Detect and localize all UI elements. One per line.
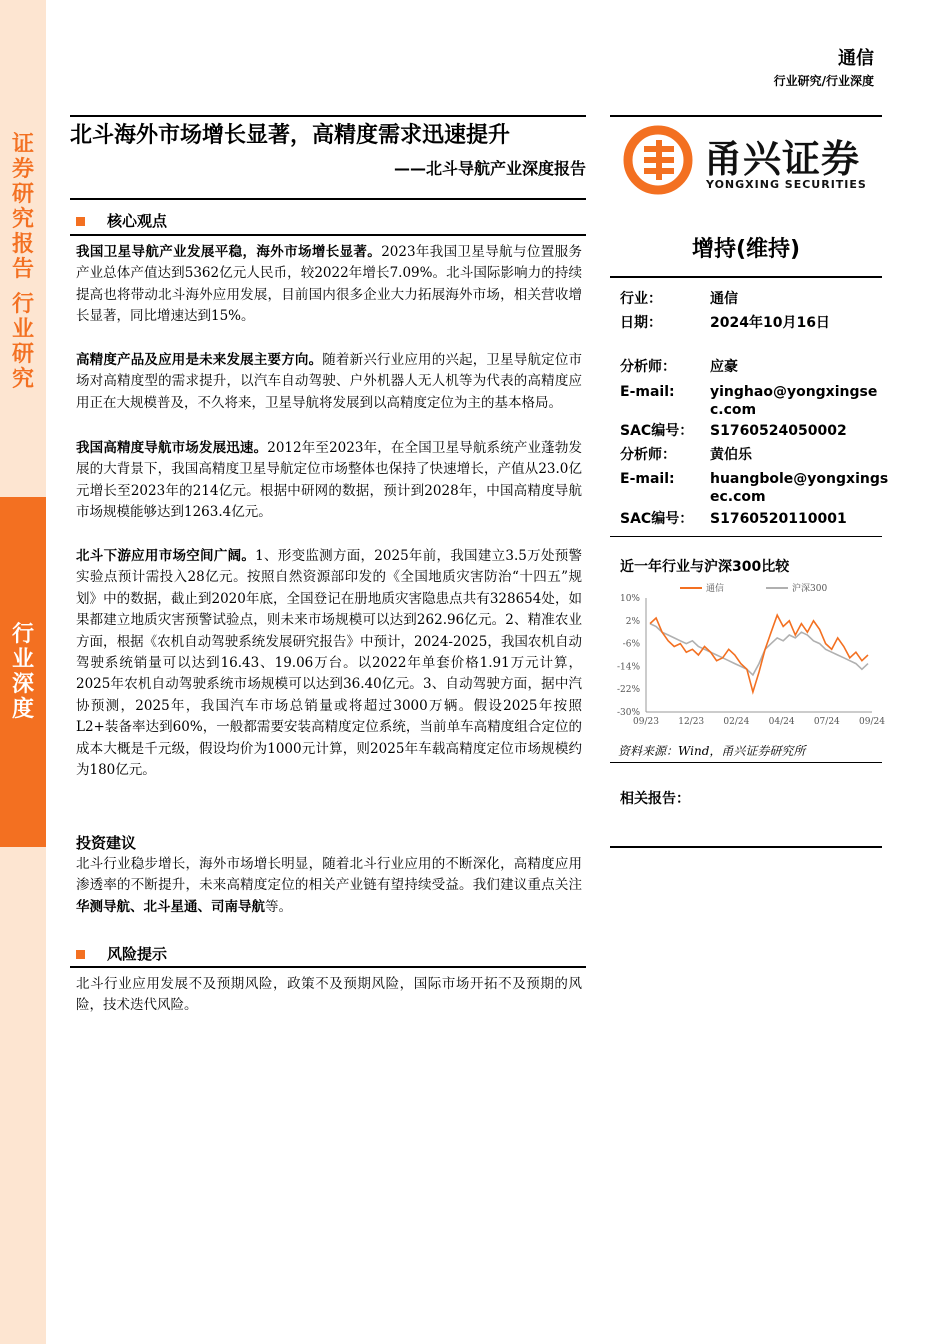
chart-y-tick-label: -30%: [616, 708, 640, 718]
paragraph-market: [76, 242, 582, 328]
info-industry-key: 行业：: [620, 291, 662, 307]
paragraph-invest: [76, 854, 582, 918]
info-analyst-2-key: 分析师：: [620, 447, 676, 463]
analyst-rule: [610, 536, 882, 537]
paragraph-market-lead: 我国卫星导航产业发展平稳，海外市场增长显著。: [76, 244, 382, 260]
section-core-heading: [76, 210, 167, 231]
chart-x-tick-label: 02/24: [723, 717, 750, 727]
chart-rule: [610, 762, 882, 763]
section-risk-label: 风险提示: [107, 945, 168, 963]
invest-text-b: 等。: [265, 898, 292, 915]
info-sac-1-value: S1760524050002: [710, 423, 847, 439]
chart-legend-label: 通信: [706, 584, 725, 594]
report-subtitle: ——北斗导航产业深度报告: [393, 159, 586, 178]
logo-name: 甬兴证券: [704, 137, 861, 181]
paragraph-downstream: [76, 546, 582, 781]
info-email-2-key: E-mail:: [620, 471, 675, 487]
section-risk-heading: [76, 943, 167, 964]
side-label-char: 告: [11, 257, 34, 282]
paragraph-downstream-body: 1、形变监测方面，2025年前，我国建立3.5万处预警实验点预计需投入28亿元。按照自然资源部印发的《全国地质灾害防治“十四五”规划》中的数据，截止到2020年底，全国登记在册地质灾害隐患点共有328654处，如果都建立地质灾害预警试验点，则未来市场规模可以达到262.96亿元。2、精准农业方面，根据《农机自动驾驶系统发展研究报告》中预计，2024-2025，我国农机自动驾驶系统销量可以达到16.43、19.06万台。以2022年单套价格1.91万元计算，2025年农机自动驾驶系统市场规模可以达到36.40亿元。3、自动驾驶方面，据中汽协预测，2025年，我国汽车市场总销量或将超过3000万辆。假设2025年按照L2+装备率达到60%，一般都需要安装高精度定位系统，当前单车高精度组合定位的成本大概是千元级，假设均价为1000元计算，则2025年车载高精度定位市场规模约为180亿元。: [76, 548, 583, 779]
side-label-char: 证: [11, 132, 34, 157]
section-core-label: 核心观点: [107, 212, 168, 230]
section-risk-rule: [70, 966, 586, 968]
header-industry: 通信: [838, 48, 874, 69]
paragraph-navigation-market-body: 2012年至2023年，在全国卫星导航系统产业蓬勃发展的大背景下，我国高精度卫星导航定位市场整体也保持了快速增长，产值从23.0亿元增长至2023年的214亿元。根据中研网的数据，预计到2028年，中国高精度导航市场规模能够达到1263.4亿元。: [76, 440, 583, 521]
section-invest-label: 投资建议: [76, 834, 137, 852]
section-core-rule: [70, 234, 586, 236]
side-label-char: 究: [11, 207, 34, 232]
title-rule-bottom: [70, 198, 586, 200]
risk-text: 北斗行业应用发展不及预期风险，政策不及预期风险，国际市场开拓不及预期的风险，技术迭代风险。: [76, 976, 582, 1014]
chart-y-tick-label: -14%: [616, 662, 640, 673]
title-rule-top: [70, 115, 586, 117]
side-label-char: 深: [11, 672, 34, 697]
paragraph-high-precision: [76, 350, 582, 414]
info-sac-2-value: S1760520110001: [710, 511, 847, 527]
section-invest-heading: [76, 832, 136, 853]
side-label-char: 度: [11, 697, 34, 722]
comparison-chart: [610, 578, 885, 738]
rating: 增持(维持): [691, 237, 801, 262]
info-analyst-2-value: 黄伯乐: [710, 447, 752, 463]
chart-x-tick-label: 04/24: [768, 717, 795, 727]
paragraph-high-precision-lead: 高精度产品及应用是未来发展主要方向。: [76, 352, 323, 368]
chart-y-tick-label: -22%: [616, 685, 640, 696]
side-label-char: 报: [11, 232, 34, 257]
paragraph-market-body: 2023年我国卫星导航与位置服务产业总体产值达到5362亿元人民币，较2022年增长7.09%。北斗国际影响力的持续提高也将带动北斗海外应用发展，目前国内很多企业大力拓展海外市场，相关营收增长显著，同比增速达到15%。: [76, 244, 583, 325]
side-label-char: 研: [11, 342, 34, 367]
chart-y-tick-label: 2%: [625, 616, 640, 627]
side-label-char: 业: [11, 647, 34, 672]
info-analyst-1-key: 分析师：: [620, 359, 676, 375]
section-bullet-icon: [76, 950, 85, 959]
header-subtitle: 行业研究/行业深度: [773, 74, 874, 88]
chart-x-tick-label: 07/24: [813, 717, 840, 727]
info-sac-2-key: SAC编号：: [620, 511, 694, 527]
info-industry-value: 通信: [710, 291, 738, 307]
report-title: 北斗海外市场增长显著，高精度需求迅速提升: [70, 123, 511, 148]
chart-x-tick-label: 09/24: [859, 717, 885, 727]
chart-source: 资料来源：Wind，甬兴证券研究所: [618, 744, 806, 758]
side-label-depth: [0, 622, 46, 722]
info-date-key: 日期：: [620, 315, 662, 331]
side-label-char: 行: [11, 622, 34, 647]
chart-title: 近一年行业与沪深300比较: [620, 559, 790, 575]
info-date-value: 2024年10月16日: [710, 315, 830, 331]
info-sac-1-key: SAC编号：: [620, 423, 694, 439]
paragraph-downstream-lead: 北斗下游应用市场空间广阔。: [76, 548, 256, 564]
chart-legend-label: 沪深300: [792, 584, 828, 594]
side-label-char: 研: [11, 182, 34, 207]
invest-recommended-stocks: 华测导航、北斗星通、司南导航: [76, 898, 265, 915]
info-analyst-1-value: 应豪: [710, 359, 738, 375]
related-rule: [610, 846, 882, 848]
info-email-2-value[interactable]: huangbole@yongxingsec.com: [710, 471, 889, 505]
side-label-char: 究: [11, 367, 34, 392]
paragraph-risk: [76, 974, 582, 1017]
logo-name-en: YONGXING SECURITIES: [706, 178, 867, 191]
invest-text-a: 北斗行业稳步增长，海外市场增长明显，随着北斗行业应用的不断深化，高精度应用渗透率的不断提升，未来高精度定位的相关产业链有望持续受益。我们建议重点关注: [76, 856, 582, 894]
chart-y-tick-label: -6%: [622, 639, 640, 650]
logo-rule: [610, 115, 882, 117]
side-label-char: 业: [11, 317, 34, 342]
side-label-char: 行: [11, 292, 34, 317]
paragraph-navigation-market: [76, 438, 582, 524]
side-band-bottom: [0, 847, 46, 1344]
side-label-report-type: [0, 132, 46, 392]
info-email-1-key: E-mail:: [620, 384, 675, 400]
chart-x-tick-label: 09/23: [633, 717, 659, 727]
section-bullet-icon: [76, 217, 85, 226]
chart-x-tick-label: 12/23: [678, 717, 705, 727]
side-label-char: 券: [11, 157, 34, 182]
side-band: [0, 0, 46, 1344]
related-reports: 相关报告：: [620, 791, 690, 807]
paragraph-navigation-market-lead: 我国高精度导航市场发展迅速。: [76, 440, 268, 456]
info-email-1-value[interactable]: yinghao@yongxingsec.com: [710, 384, 878, 418]
paragraph-high-precision-body: 随着新兴行业应用的兴起，卫星导航定位市场对高精度型的需求提升，以汽车自动驾驶、户外机器人无人机等为代表的高精度应用正在大规模普及，不久将来，卫星导航将发展到以高精度定位为主的基本格局。: [76, 352, 582, 411]
rating-rule: [610, 276, 882, 278]
side-label-char: [0, 282, 46, 292]
chart-series-line-csi300: [650, 624, 868, 675]
chart-y-tick-label: 10%: [619, 594, 640, 604]
